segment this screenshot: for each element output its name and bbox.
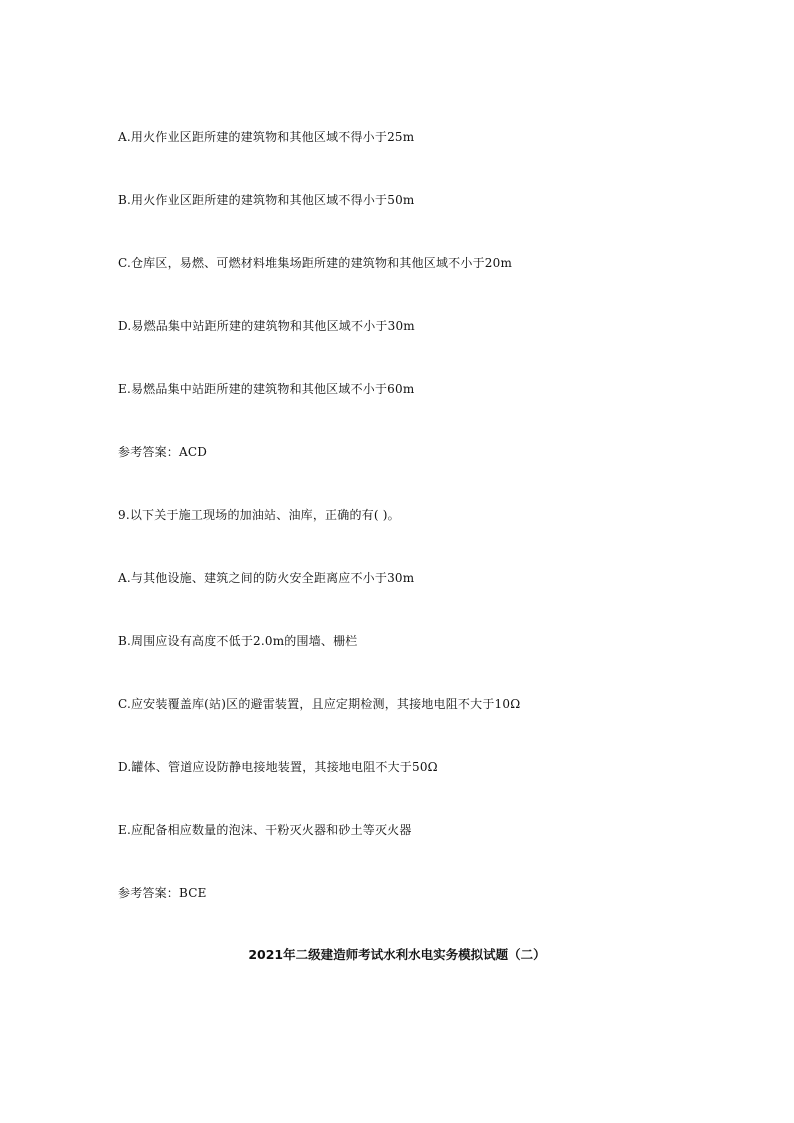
q9-option-d: D.罐体、管道应设防静电接地装置，其接地电阻不大于50Ω [118, 760, 438, 774]
q8-option-d: D.易燃品集中站距所建的建筑物和其他区域不小于30m [118, 319, 415, 333]
q9-option-b: B.周围应设有高度不低于2.0m的围墙、栅栏 [118, 634, 358, 648]
q8-option-a: A.用火作业区距所建的建筑物和其他区域不得小于25m [118, 130, 415, 144]
q8-option-c: C.仓库区，易燃、可燃材料堆集场距所建的建筑物和其他区域不小于20m [118, 256, 513, 270]
q8-option-b: B.用火作业区距所建的建筑物和其他区域不得小于50m [118, 193, 415, 207]
next-section-title: 2021年二级建造师考试水利水电实务模拟试题（二） [248, 947, 546, 962]
q9-option-a: A.与其他设施、建筑之间的防火安全距离应不小于30m [118, 571, 415, 585]
q8-answer: 参考答案：ACD [118, 445, 208, 459]
q9-option-e: E.应配备相应数量的泡沫、干粉灭火器和砂土等灭火器 [118, 823, 412, 837]
q9-question: 9.以下关于施工现场的加油站、油库，正确的有( )。 [118, 508, 400, 522]
q9-option-c: C.应安装覆盖库(站)区的避雷装置，且应定期检测，其接地电阻不大于10Ω [118, 697, 521, 711]
q8-option-e: E.易燃品集中站距所建的建筑物和其他区域不小于60m [118, 382, 415, 396]
q9-answer: 参考答案：BCE [118, 886, 207, 900]
